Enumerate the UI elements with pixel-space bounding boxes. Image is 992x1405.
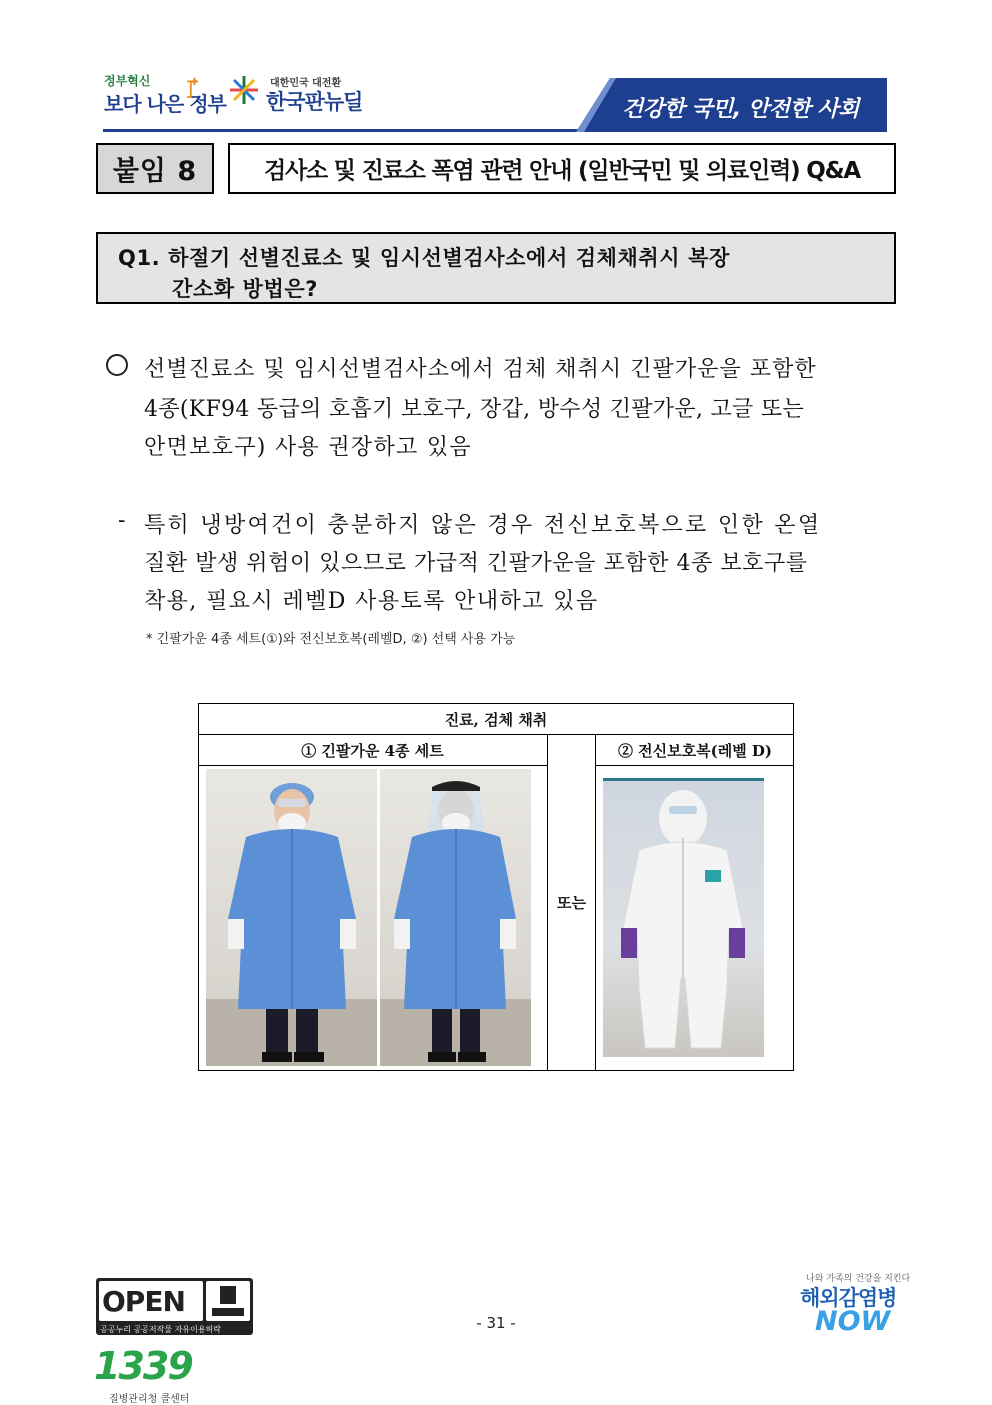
page-number: - 31 -	[476, 1314, 516, 1332]
answer-line-5: 질환 발생 위험이 있으므로 가급적 긴팔가운을 포함한 4종 보호구를	[144, 551, 808, 576]
table-rule-header	[198, 734, 794, 735]
question-box	[96, 232, 896, 304]
table-col-gown-set: ① 긴팔가운 4종 세트	[301, 742, 444, 760]
new-deal-star-icon	[228, 74, 260, 106]
photo-long-gown-cap	[206, 769, 377, 1066]
hotline-digits: 1339	[94, 1344, 192, 1388]
page-title: 검사소 및 진료소 폭염 관련 안내 (일반국민 및 의료인력) Q&A	[228, 143, 896, 194]
question-line-1: Q1. 하절기 선별진료소 및 임시선별검사소에서 검체채취시 복장	[118, 246, 730, 270]
footnote: * 긴팔가운 4종 세트(①)와 전신보호복(레벨D, ②) 선택 사용 가능	[146, 632, 516, 647]
hotline-caption: 질병관리청 콜센터	[109, 1394, 190, 1405]
hotline-number	[94, 1344, 192, 1388]
photo-long-gown-face-shield	[380, 769, 531, 1066]
open-label: OPEN	[102, 1285, 185, 1318]
bracket-plus-icon	[186, 68, 210, 108]
question-line-2: 간소화 방법은?	[172, 277, 319, 301]
slogan-text: 건강한 국민, 안전한 사회	[622, 97, 859, 122]
table-rule-right	[595, 765, 794, 766]
answer-line-4: 특히 냉방여건이 충분하지 않은 경우 전신보호복으로 인한 온열	[144, 513, 822, 538]
table-or-label: 또는	[557, 894, 586, 912]
circle-bullet-icon	[106, 354, 128, 376]
answer-line-1: 선별진료소 및 임시선별검사소에서 검체 채취시 긴팔가운을 포함한	[144, 357, 817, 382]
attachment-label: 붙임 8	[96, 143, 214, 194]
table-rule-v2	[595, 734, 596, 1071]
answer-line-3: 안면보호구) 사용 권장하고 있음	[144, 435, 472, 460]
now-tagline: 나와 가족의 건강을 지킨다	[806, 1274, 911, 1284]
table-col-level-d: ② 전신보호복(레벨 D)	[617, 742, 773, 760]
now-logo: NOW	[815, 1306, 891, 1337]
logo-gov-innovation: 보다 나은 정부	[104, 92, 226, 116]
answer-line-2: 4종(KF94 동급의 호흡기 보호구, 장갑, 방수성 긴팔가운, 고글 또는	[144, 397, 804, 422]
dash-bullet: -	[118, 508, 126, 533]
header-rule	[103, 129, 578, 132]
table-rule-left	[198, 765, 547, 766]
table-header: 진료, 검체 채취	[444, 711, 548, 729]
photo-level-d-coverall	[603, 778, 764, 1057]
answer-line-6: 착용, 필요시 레벨D 사용토록 안내하고 있음	[144, 589, 599, 614]
logo-new-deal-small: 대한민국 대전환	[270, 78, 342, 89]
logo-gov-innovation-small: 정부혁신	[104, 74, 151, 88]
logo-new-deal: 한국판뉴딜	[266, 90, 363, 114]
now-title: 해외감염병	[800, 1286, 897, 1310]
open-caption: 공공누리 공공저작물 자유이용허락	[100, 1325, 222, 1334]
